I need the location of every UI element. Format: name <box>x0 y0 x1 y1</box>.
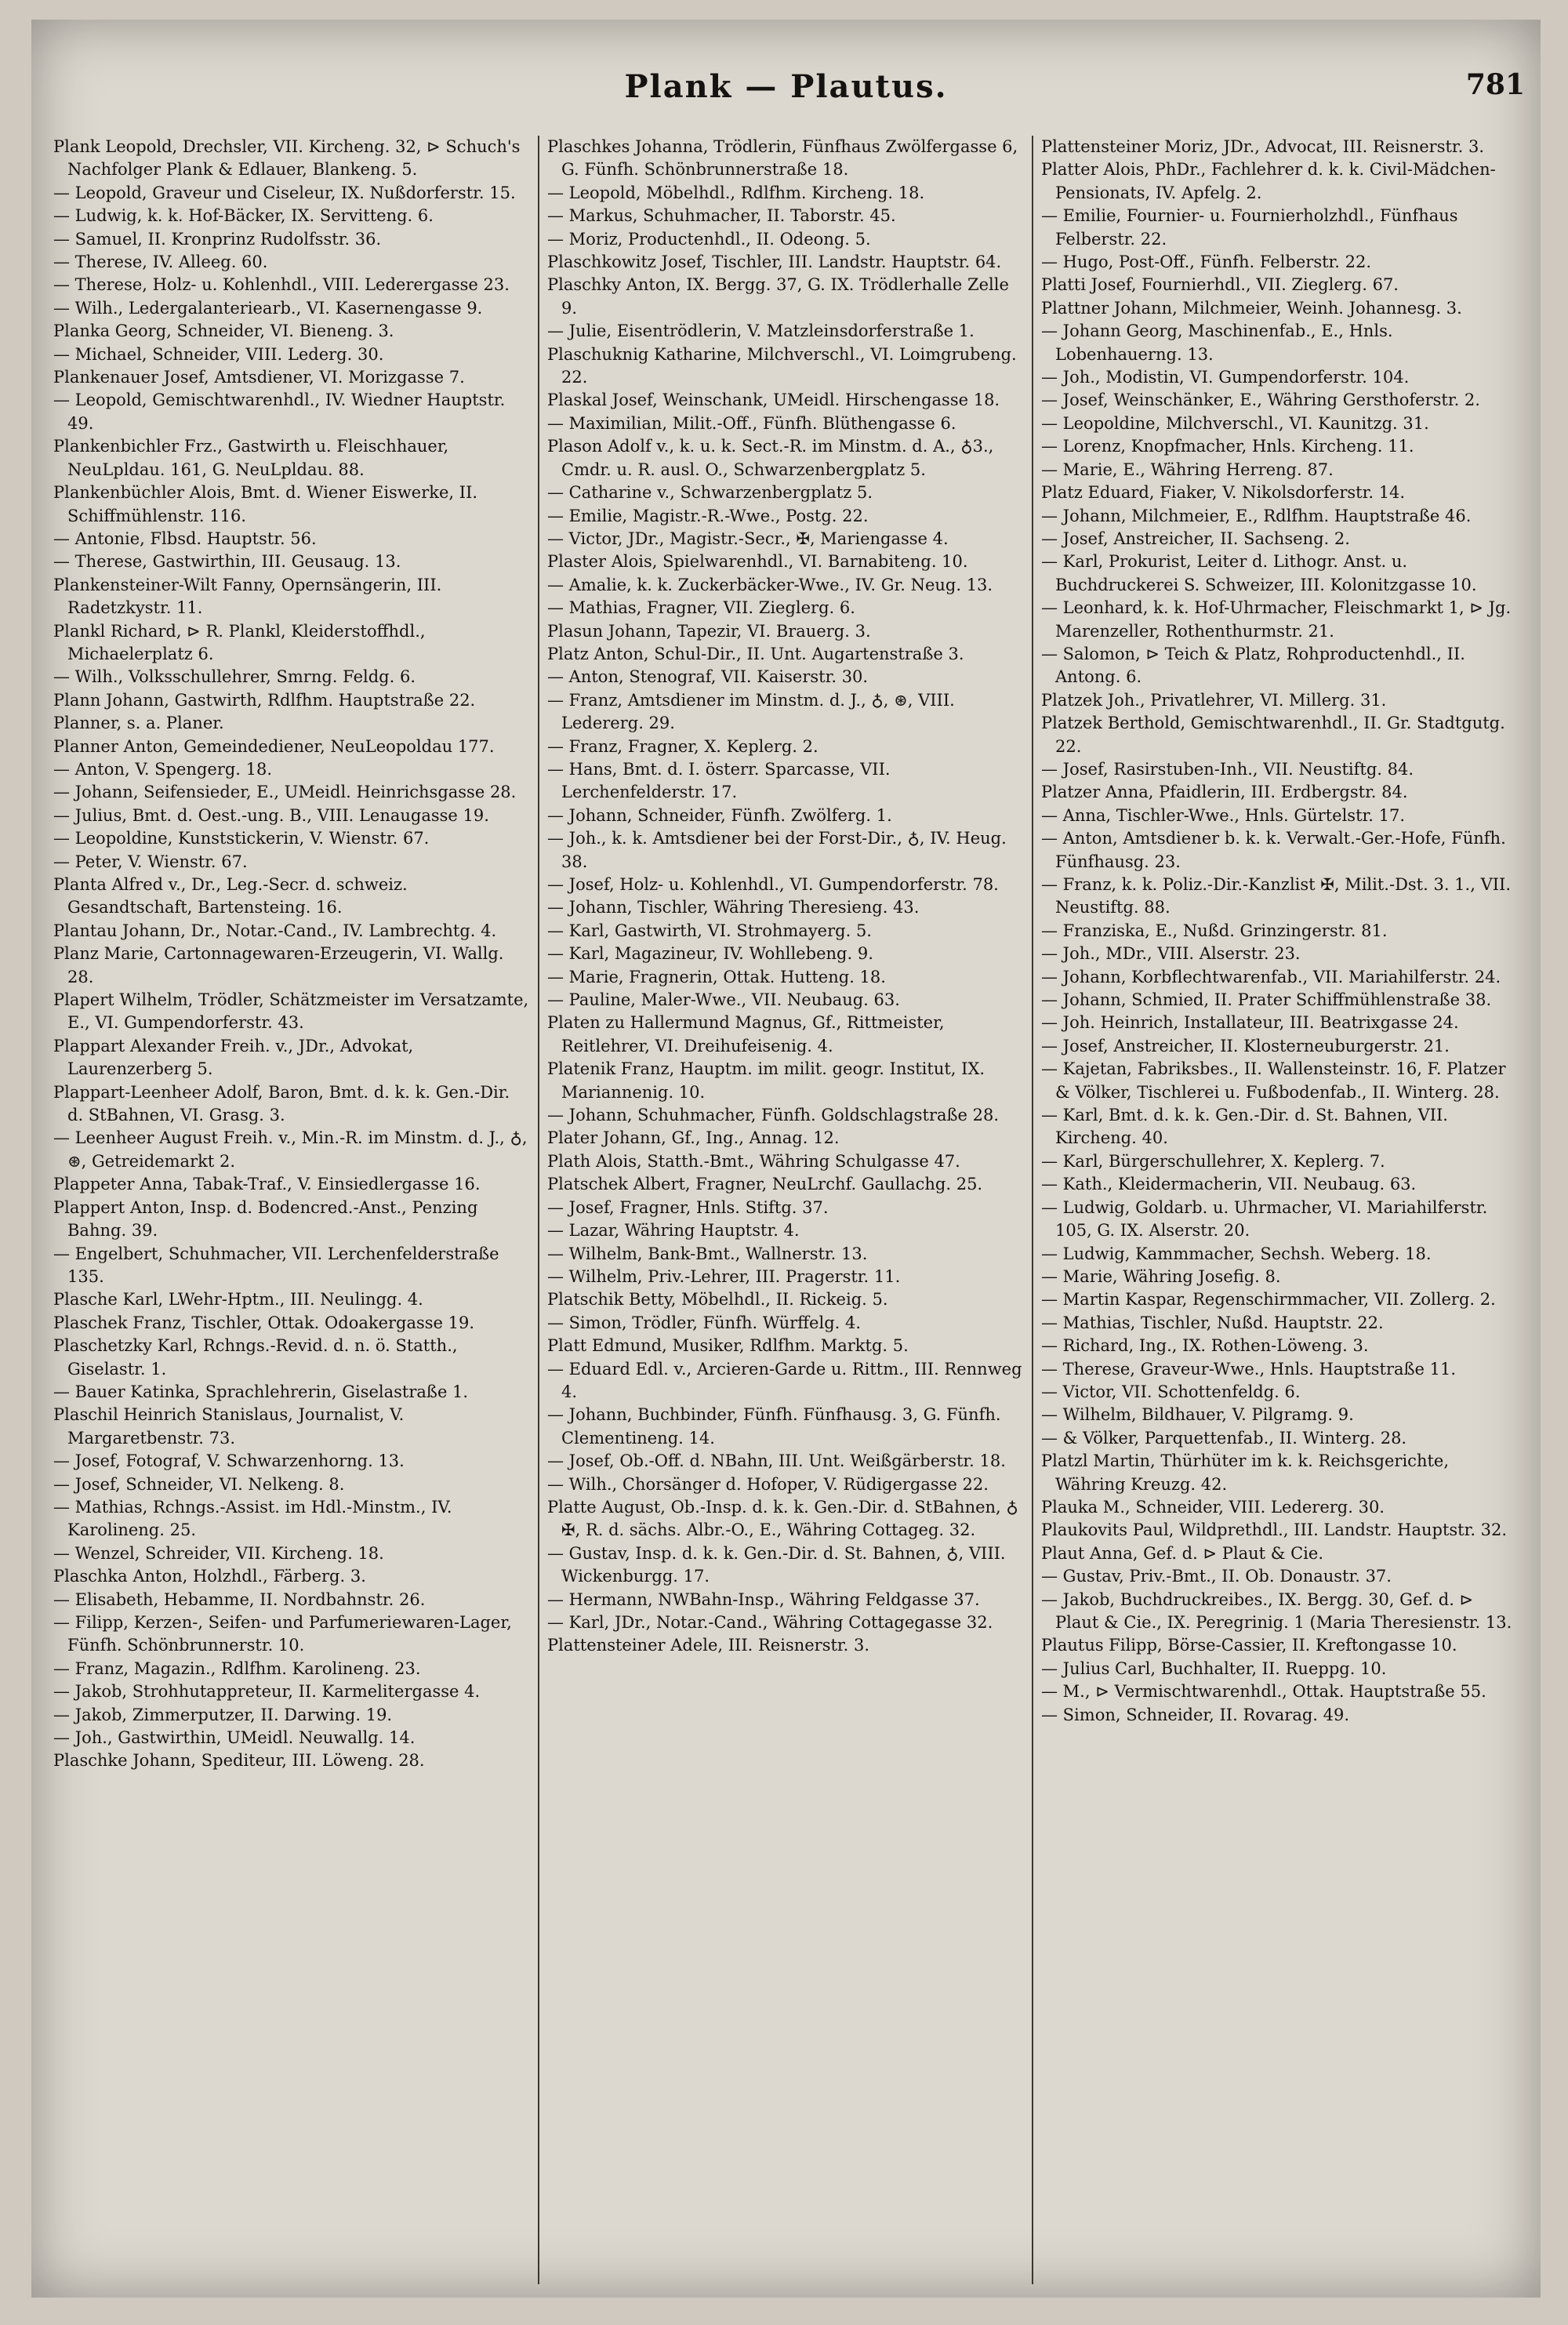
directory-entry: — Michael, Schneider, VIII. Lederg. 30. <box>53 344 384 364</box>
directory-entry: — Antonie, Flbsd. Hauptstr. 56. <box>53 529 317 548</box>
directory-entry: Plankenbüchler Alois, Bmt. d. Wiener Eiswerke, II. Schiffmühlenstr. 116. <box>53 483 478 525</box>
directory-entry: — Franziska, E., Nußd. Grinzingerstr. 81. <box>1041 921 1388 940</box>
directory-entry: — Moriz, Productenhdl., II. Odeong. 5. <box>547 229 871 249</box>
directory-entry: Platz Eduard, Fiaker, V. Nikolsdorferstr. 14. <box>1041 483 1406 503</box>
directory-entry: — Mathias, Fragner, VII. Zieglerg. 6. <box>547 598 855 618</box>
directory-entry: — Mathias, Rchngs.-Assist. im Hdl.-Minstm., IV. Karolineng. 25. <box>53 1497 452 1540</box>
directory-entry: — Therese, Graveur-Wwe., Hnls. Hauptstraße 11. <box>1041 1359 1457 1379</box>
directory-entry: — Johann, Buchbinder, Fünfh. Fünfhausg. 3, G. Fünfh. Clementineng. 14. <box>547 1405 1001 1448</box>
directory-entry: — Bauer Katinka, Sprachlehrerin, Giselastraße 1. <box>53 1382 469 1401</box>
directory-entry: — Simon, Trödler, Fünfh. Würffelg. 4. <box>547 1313 862 1332</box>
column-right <box>1033 136 1526 2284</box>
directory-entry: — Engelbert, Schuhmacher, VII. Lerchenfelderstraße 135. <box>53 1244 499 1286</box>
directory-entry: Plaschka Anton, Holzhdl., Färberg. 3. <box>53 1567 366 1586</box>
directory-entry: — Josef, Schneider, VI. Nelkeng. 8. <box>53 1474 345 1494</box>
directory-entry: — Leenheer August Freih. v., Min.-R. im Minstm. d. J., ♁, ⊛, Getreidemarkt 2. <box>53 1128 528 1171</box>
directory-entry: — Hermann, NWBahn-Insp., Währing Feldgasse 37. <box>547 1589 980 1609</box>
directory-entry: Plankenbichler Frz., Gastwirth u. Fleischhauer, NeuLpldau. 161, G. NeuLpldau. 88. <box>53 437 449 479</box>
directory-entry: — Wilh., Chorsänger d. Hofoper, V. Rüdigergasse 22. <box>547 1474 989 1494</box>
directory-entry: Platzl Martin, Thürhüter im k. k. Reichsgerichte, Währing Kreuzg. 42. <box>1041 1451 1450 1494</box>
directory-entry: — Leopold, Graveur und Ciseleur, IX. Nußdorferstr. 15. <box>53 183 516 202</box>
directory-entry: — Julius Carl, Buchhalter, II. Rueppg. 10. <box>1041 1658 1387 1678</box>
directory-entry: Plattensteiner Moriz, JDr., Advocat, III. Reisnerstr. 3. <box>1041 137 1485 156</box>
directory-entry: — Wenzel, Schreider, VII. Kircheng. 18. <box>53 1543 384 1563</box>
directory-entry: — Hugo, Post-Off., Fünfh. Felberstr. 22. <box>1041 252 1372 272</box>
directory-entry: Plason Adolf v., k. u. k. Sect.-R. im Minstm. d. A., ♁3., Cmdr. u. R. ausl. O., Schwarzenbergplatz 5. <box>547 437 994 479</box>
directory-entry: — Leopold, Möbelhdl., Rdlfhm. Kircheng. 18. <box>547 183 925 202</box>
directory-entry: — Salomon, ⊳ Teich & Platz, Rohproductenhdl., II. Antong. 6. <box>1041 644 1465 687</box>
directory-entry: Plapert Wilhelm, Trödler, Schätzmeister im Versatzamte, E., VI. Gumpendorferstr. 43. <box>53 990 529 1033</box>
directory-entry: Plauka M., Schneider, VIII. Ledererg. 30. <box>1041 1497 1385 1517</box>
directory-entry: Plankl Richard, ⊳ R. Plankl, Kleiderstoffhdl., Michaelerplatz 6. <box>53 621 426 663</box>
directory-entry: — Martin Kaspar, Regenschirmmacher, VII. Zollerg. 2. <box>1041 1290 1496 1310</box>
directory-entry: Plaschkowitz Josef, Tischler, III. Landstr. Hauptstr. 64. <box>547 252 1002 272</box>
directory-entry: Plath Alois, Statth.-Bmt., Währing Schulgasse 47. <box>547 1151 960 1171</box>
directory-entry: — Gustav, Insp. d. k. k. Gen.-Dir. d. St. Bahnen, ♁, VIII. Wickenburgg. 17. <box>547 1543 1006 1586</box>
directory-entry: Platti Josef, Fournierhdl., VII. Zieglerg. 67. <box>1041 275 1399 295</box>
directory-entry: Plaster Alois, Spielwarenhdl., VI. Barnabiteng. 10. <box>547 552 968 572</box>
directory-entry: — Josef, Anstreicher, II. Klosterneuburgerstr. 21. <box>1041 1036 1450 1055</box>
directory-entry: Plasun Johann, Tapezir, VI. Brauerg. 3. <box>547 621 871 641</box>
directory-entry: Plaukovits Paul, Wildprethdl., III. Landstr. Hauptstr. 32. <box>1041 1520 1508 1540</box>
directory-entry: — Anton, Amtsdiener b. k. k. Verwalt.-Ger.-Hofe, Fünfh. Fünfhausg. 23. <box>1041 829 1506 871</box>
directory-entry: — Richard, Ing., IX. Rothen-Löweng. 3. <box>1041 1336 1369 1356</box>
directory-entry: — Franz, Magazin., Rdlfhm. Karolineng. 23. <box>53 1658 421 1678</box>
directory-entry: — Julie, Eisentrödlerin, V. Matzleinsdorferstraße 1. <box>547 322 975 341</box>
directory-entry: — Markus, Schuhmacher, II. Taborstr. 45. <box>547 206 896 226</box>
directory-entry: Plaut Anna, Gef. d. ⊳ Plaut & Cie. <box>1041 1543 1323 1563</box>
directory-entry: Planka Georg, Schneider, VI. Bieneng. 3. <box>53 322 394 341</box>
directory-entry: — Josef, Ob.-Off. d. NBahn, III. Unt. Weißgärberstr. 18. <box>547 1451 1006 1471</box>
directory-entry: — Mathias, Tischler, Nußd. Hauptstr. 22. <box>1041 1313 1384 1332</box>
directory-entry: Plankensteiner-Wilt Fanny, Opernsängerin, III. Radetzkystr. 11. <box>53 575 442 618</box>
directory-entry: Plappart-Leenheer Adolf, Baron, Bmt. d. k. k. Gen.-Dir. d. StBahnen, VI. Grasg. 3. <box>53 1082 510 1125</box>
directory-entry: Plaskal Josef, Weinschank, UMeidl. Hirschengasse 18. <box>547 391 1000 410</box>
directory-entry: — Pauline, Maler-Wwe., VII. Neubaug. 63. <box>547 990 900 1010</box>
directory-entry: Plater Johann, Gf., Ing., Annag. 12. <box>547 1128 840 1148</box>
directory-entry: — & Völker, Parquettenfab., II. Winterg. 28. <box>1041 1428 1407 1448</box>
directory-entry: — Amalie, k. k. Zuckerbäcker-Wwe., IV. Gr. Neug. 13. <box>547 575 993 594</box>
directory-entry: — Anna, Tischler-Wwe., Hnls. Gürtelstr. 17. <box>1041 805 1405 825</box>
directory-entry: — Catharine v., Schwarzenbergplatz 5. <box>547 483 873 503</box>
directory-entry: Plaschuknig Katharine, Milchverschl., VI. Loimgrubeng. 22. <box>547 344 1017 387</box>
directory-entry: — Ludwig, Kammmacher, Sechsh. Weberg. 18. <box>1041 1244 1432 1263</box>
directory-entry: Platter Alois, PhDr., Fachlehrer d. k. k. Civil-Mädchen-Pensionats, IV. Apfelg. 2. <box>1041 160 1496 202</box>
directory-entry: — Johann, Schmied, II. Prater Schiffmühlenstraße 38. <box>1041 990 1492 1010</box>
directory-entry: Plasche Karl, LWehr-Hptm., III. Neulingg. 4. <box>53 1290 423 1310</box>
directory-entry: — Kath., Kleidermacherin, VII. Neubaug. 63. <box>1041 1175 1417 1194</box>
directory-entry: — Joh. Heinrich, Installateur, III. Beatrixgasse 24. <box>1041 1013 1459 1033</box>
directory-entry: — Josef, Anstreicher, II. Sachseng. 2. <box>1041 529 1350 548</box>
directory-entry: Plank Leopold, Drechsler, VII. Kircheng. 32, ⊳ Schuch's Nachfolger Plank & Edlauer, Blankeng. 5. <box>53 137 521 180</box>
directory-entry: — Gustav, Priv.-Bmt., II. Ob. Donaustr. 37. <box>1041 1567 1392 1586</box>
directory-entry: — Ludwig, Goldarb. u. Uhrmacher, VI. Mariahilferstr. 105, G. IX. Alserstr. 20. <box>1041 1197 1488 1241</box>
directory-entry: — Lorenz, Knopfmacher, Hnls. Kircheng. 11. <box>1041 437 1414 456</box>
directory-entry: — Karl, Magazineur, IV. Wohllebeng. 9. <box>547 944 873 964</box>
directory-entry: — Karl, Bürgerschullehrer, X. Keplerg. 7. <box>1041 1151 1385 1171</box>
page-header <box>31 68 1541 115</box>
directory-entry: — Johann, Milchmeier, E., Rdlfhm. Hauptstraße 46. <box>1041 506 1472 525</box>
directory-entry: — Victor, VII. Schottenfeldg. 6. <box>1041 1382 1301 1401</box>
directory-entry: Plaschke Johann, Spediteur, III. Löweng. 28. <box>53 1751 425 1771</box>
directory-entry: — Jakob, Zimmerputzer, II. Darwing. 19. <box>53 1705 393 1724</box>
directory-entry: — Marie, E., Währing Herreng. 87. <box>1041 460 1334 479</box>
directory-entry: — Marie, Fragnerin, Ottak. Hutteng. 18. <box>547 967 886 986</box>
directory-entry: — Wilh., Volksschullehrer, Smrng. Feldg. 6. <box>53 667 416 687</box>
directory-entry: — Josef, Rasirstuben-Inh., VII. Neustiftg. 84. <box>1041 759 1414 779</box>
directory-entry: — M., ⊳ Vermischtwarenhdl., Ottak. Hauptstraße 55. <box>1041 1682 1486 1702</box>
directory-entry: — Jakob, Strohhutappreteur, II. Karmelitergasse 4. <box>53 1682 481 1702</box>
directory-entry: Plaschkes Johanna, Trödlerin, Fünfhaus Zwölfergasse 6, G. Fünfh. Schönbrunnerstraße 18. <box>547 137 1018 180</box>
directory-entry: Platzek Joh., Privatlehrer, VI. Millerg. 31. <box>1041 690 1387 710</box>
directory-entry: — Karl, JDr., Notar.-Cand., Währing Cottagegasse 32. <box>547 1613 993 1632</box>
directory-entry: — Josef, Holz- u. Kohlenhdl., VI. Gumpendorferstr. 78. <box>547 875 999 894</box>
directory-entry: — Josef, Fotograf, V. Schwarzenhorng. 13. <box>53 1451 405 1471</box>
directory-entry: Platt Edmund, Musiker, Rdlfhm. Marktg. 5. <box>547 1336 909 1356</box>
directory-entry: — Therese, Gastwirthin, III. Geusaug. 13. <box>53 552 401 572</box>
directory-entry: — Leopoldine, Kunststickerin, V. Wienstr. 67. <box>53 829 430 848</box>
directory-entry: Platzer Anna, Pfaidlerin, III. Erdbergstr. 84. <box>1041 783 1408 802</box>
column-middle <box>539 136 1032 2284</box>
directory-entry: Plaschil Heinrich Stanislaus, Journalist, V. Margaretbenstr. 73. <box>53 1405 405 1448</box>
directory-entry: Platzek Berthold, Gemischtwarenhdl., II. Gr. Stadtgutg. 22. <box>1041 714 1505 756</box>
running-head: Plank — Plautus. <box>624 68 948 105</box>
directory-entry: — Emilie, Magistr.-R.-Wwe., Postg. 22. <box>547 506 869 525</box>
directory-entry: — Maximilian, Milit.-Off., Fünfh. Blüthengasse 6. <box>547 413 956 433</box>
directory-entry: — Franz, Fragner, X. Keplerg. 2. <box>547 736 818 756</box>
directory-entry: — Ludwig, k. k. Hof-Bäcker, IX. Servitteng. 6. <box>53 206 434 226</box>
directory-entry: Plappeter Anna, Tabak-Traf., V. Einsiedlergasse 16. <box>53 1175 481 1194</box>
directory-entry: — Karl, Gastwirth, VI. Strohmayerg. 5. <box>547 921 872 940</box>
directory-entry: Plattensteiner Adele, III. Reisnerstr. 3. <box>547 1636 870 1655</box>
directory-entry: — Peter, V. Wienstr. 67. <box>53 852 248 871</box>
directory-entry: Planner, s. a. Planer. <box>53 714 224 733</box>
directory-entry: — Karl, Prokurist, Leiter d. Lithogr. Anst. u. Buchdruckerei S. Schweizer, III. Kolonitzgasse 10. <box>1041 552 1477 594</box>
directory-entry: — Victor, JDr., Magistr.-Secr., ✠, Mariengasse 4. <box>547 529 949 548</box>
directory-entry: — Filipp, Kerzen-, Seifen- und Parfumeriewaren-Lager, Fünfh. Schönbrunnerstr. 10. <box>53 1613 512 1655</box>
directory-entry: — Elisabeth, Hebamme, II. Nordbahnstr. 26. <box>53 1589 426 1609</box>
column-left <box>45 136 538 2284</box>
directory-entry: — Leonhard, k. k. Hof-Uhrmacher, Fleischmarkt 1, ⊳ Jg. Marenzeller, Rothenthurmstr. 21. <box>1041 598 1512 641</box>
directory-entry: Plattner Johann, Milchmeier, Weinh. Johannesg. 3. <box>1041 298 1462 318</box>
directory-entry: Platenik Franz, Hauptm. im milit. geogr. Institut, IX. Mariannenig. 10. <box>547 1059 985 1102</box>
directory-entry: — Wilhelm, Bank-Bmt., Wallnerstr. 13. <box>547 1244 868 1263</box>
directory-entry: — Wilhelm, Bildhauer, V. Pilgramg. 9. <box>1041 1405 1354 1425</box>
directory-entry: Platschik Betty, Möbelhdl., II. Rickeig. 5. <box>547 1290 888 1310</box>
directory-entry: Planta Alfred v., Dr., Leg.-Secr. d. schweiz. Gesandtschaft, Bartensteing. 16. <box>53 875 408 917</box>
directory-entry: Platen zu Hallermund Magnus, Gf., Rittmeister, Reitlehrer, VI. Dreihufeisenig. 4. <box>547 1013 945 1055</box>
directory-page <box>31 20 1541 2298</box>
directory-entry: — Joh., Modistin, VI. Gumpendorferstr. 104. <box>1041 368 1410 387</box>
directory-entry: — Kajetan, Fabriksbes., II. Wallensteinstr. 16, F. Platzer & Völker, Tischlerei u. Fußbodenfab., II. Winterg. 28. <box>1041 1059 1506 1102</box>
directory-entry: Plantau Johann, Dr., Notar.-Cand., IV. Lambrechtg. 4. <box>53 921 497 940</box>
directory-entry: — Johann, Schuhmacher, Fünfh. Goldschlagstraße 28. <box>547 1106 1000 1125</box>
page-number: 781 <box>1465 68 1525 101</box>
directory-entry: Planz Marie, Cartonnagewaren-Erzeugerin, VI. Wallg. 28. <box>53 944 504 986</box>
directory-entry: — Joh., Gastwirthin, UMeidl. Neuwallg. 14. <box>53 1728 416 1748</box>
directory-entry: — Josef, Fragner, Hnls. Stiftg. 37. <box>547 1197 829 1217</box>
directory-entry: — Samuel, II. Kronprinz Rudolfsstr. 36. <box>53 229 382 249</box>
directory-entry: — Therese, Holz- u. Kohlenhdl., VIII. Lederergasse 23. <box>53 275 510 295</box>
directory-entry: — Emilie, Fournier- u. Fournierholzhdl., Fünfhaus Felberstr. 22. <box>1041 206 1458 249</box>
directory-entry: — Simon, Schneider, II. Rovarag. 49. <box>1041 1705 1350 1724</box>
directory-entry: — Johann, Tischler, Währing Theresieng. 43. <box>547 898 920 917</box>
directory-entry: — Leopoldine, Milchverschl., VI. Kaunitzg. 31. <box>1041 413 1429 433</box>
directory-entry: — Franz, k. k. Poliz.-Dir.-Kanzlist ✠, Milit.-Dst. 3. 1., VII. Neustiftg. 88. <box>1041 875 1512 917</box>
directory-entry: — Marie, Währing Josefig. 8. <box>1041 1266 1281 1286</box>
directory-entry: — Hans, Bmt. d. I. österr. Sparcasse, VII. Lerchenfelderstr. 17. <box>547 759 891 802</box>
directory-entry: Plaschky Anton, IX. Bergg. 37, G. IX. Trödlerhalle Zelle 9. <box>547 275 1009 318</box>
directory-entry: — Julius, Bmt. d. Oest.-ung. B., VIII. Lenaugasse 19. <box>53 805 489 825</box>
directory-entry: Plautus Filipp, Börse-Cassier, II. Kreftongasse 10. <box>1041 1636 1457 1655</box>
directory-entry: — Joh., MDr., VIII. Alserstr. 23. <box>1041 944 1301 964</box>
directory-entry: Plappart Alexander Freih. v., JDr., Advokat, Laurenzerberg 5. <box>53 1036 414 1079</box>
directory-entry: Plappert Anton, Insp. d. Bodencred.-Anst., Penzing Bahng. 39. <box>53 1197 478 1241</box>
directory-entry: — Karl, Bmt. d. k. k. Gen.-Dir. d. St. Bahnen, VII. Kircheng. 40. <box>1041 1106 1448 1148</box>
directory-entry: Platschek Albert, Fragner, NeuLrchf. Gaullachg. 25. <box>547 1175 983 1194</box>
directory-entry: — Josef, Weinschänker, E., Währing Gersthoferstr. 2. <box>1041 391 1480 410</box>
directory-entry: — Leopold, Gemischtwarenhdl., IV. Wiedner Hauptstr. 49. <box>53 391 506 433</box>
directory-entry: — Anton, Stenograf, VII. Kaiserstr. 30. <box>547 667 869 687</box>
directory-entry: — Johann, Seifensieder, E., UMeidl. Heinrichsgasse 28. <box>53 783 517 802</box>
directory-entry: Plaschek Franz, Tischler, Ottak. Odoakergasse 19. <box>53 1313 475 1332</box>
directory-entry: — Anton, V. Spengerg. 18. <box>53 759 273 779</box>
directory-entry: Plann Johann, Gastwirth, Rdlfhm. Hauptstraße 22. <box>53 690 476 710</box>
columns <box>45 136 1526 2284</box>
directory-entry: — Franz, Amtsdiener im Minstm. d. J., ♁, ⊛, VIII. Ledererg. 29. <box>547 690 955 733</box>
directory-entry: — Johann Georg, Maschinenfab., E., Hnls. Lobenhauerng. 13. <box>1041 322 1393 364</box>
directory-entry: — Wilhelm, Priv.-Lehrer, III. Pragerstr. 11. <box>547 1266 901 1286</box>
directory-entry: — Therese, IV. Alleeg. 60. <box>53 252 268 272</box>
directory-entry: Plaschetzky Karl, Rchngs.-Revid. d. n. ö. Statth., Giselastr. 1. <box>53 1336 458 1379</box>
directory-entry: Platte August, Ob.-Insp. d. k. k. Gen.-Dir. d. StBahnen, ♁ ✠, R. d. sächs. Albr.-O., E., Währing Cottageg. 32. <box>547 1497 1018 1540</box>
directory-entry: — Jakob, Buchdruckreibes., IX. Bergg. 30, Gef. d. ⊳ Plaut & Cie., IX. Peregrinig. 1 (Maria Theresienstr. 13. <box>1041 1589 1512 1632</box>
directory-entry: Platz Anton, Schul-Dir., II. Unt. Augartenstraße 3. <box>547 644 964 663</box>
directory-entry: — Johann, Schneider, Fünfh. Zwölferg. 1. <box>547 805 892 825</box>
directory-entry: — Joh., k. k. Amtsdiener bei der Forst-Dir., ♁, IV. Heug. 38. <box>547 829 1007 871</box>
directory-entry: — Eduard Edl. v., Arcieren-Garde u. Rittm., III. Rennweg 4. <box>547 1359 1022 1401</box>
directory-entry: — Wilh., Ledergalanteriearb., VI. Kasernengasse 9. <box>53 298 483 318</box>
directory-entry: Planner Anton, Gemeindediener, NeuLeopoldau 177. <box>53 736 495 756</box>
directory-entry: Plankenauer Josef, Amtsdiener, VI. Morizgasse 7. <box>53 368 465 387</box>
directory-entry: — Johann, Korbflechtwarenfab., VII. Mariahilferstr. 24. <box>1041 967 1501 986</box>
directory-entry: — Lazar, Währing Hauptstr. 4. <box>547 1221 800 1241</box>
